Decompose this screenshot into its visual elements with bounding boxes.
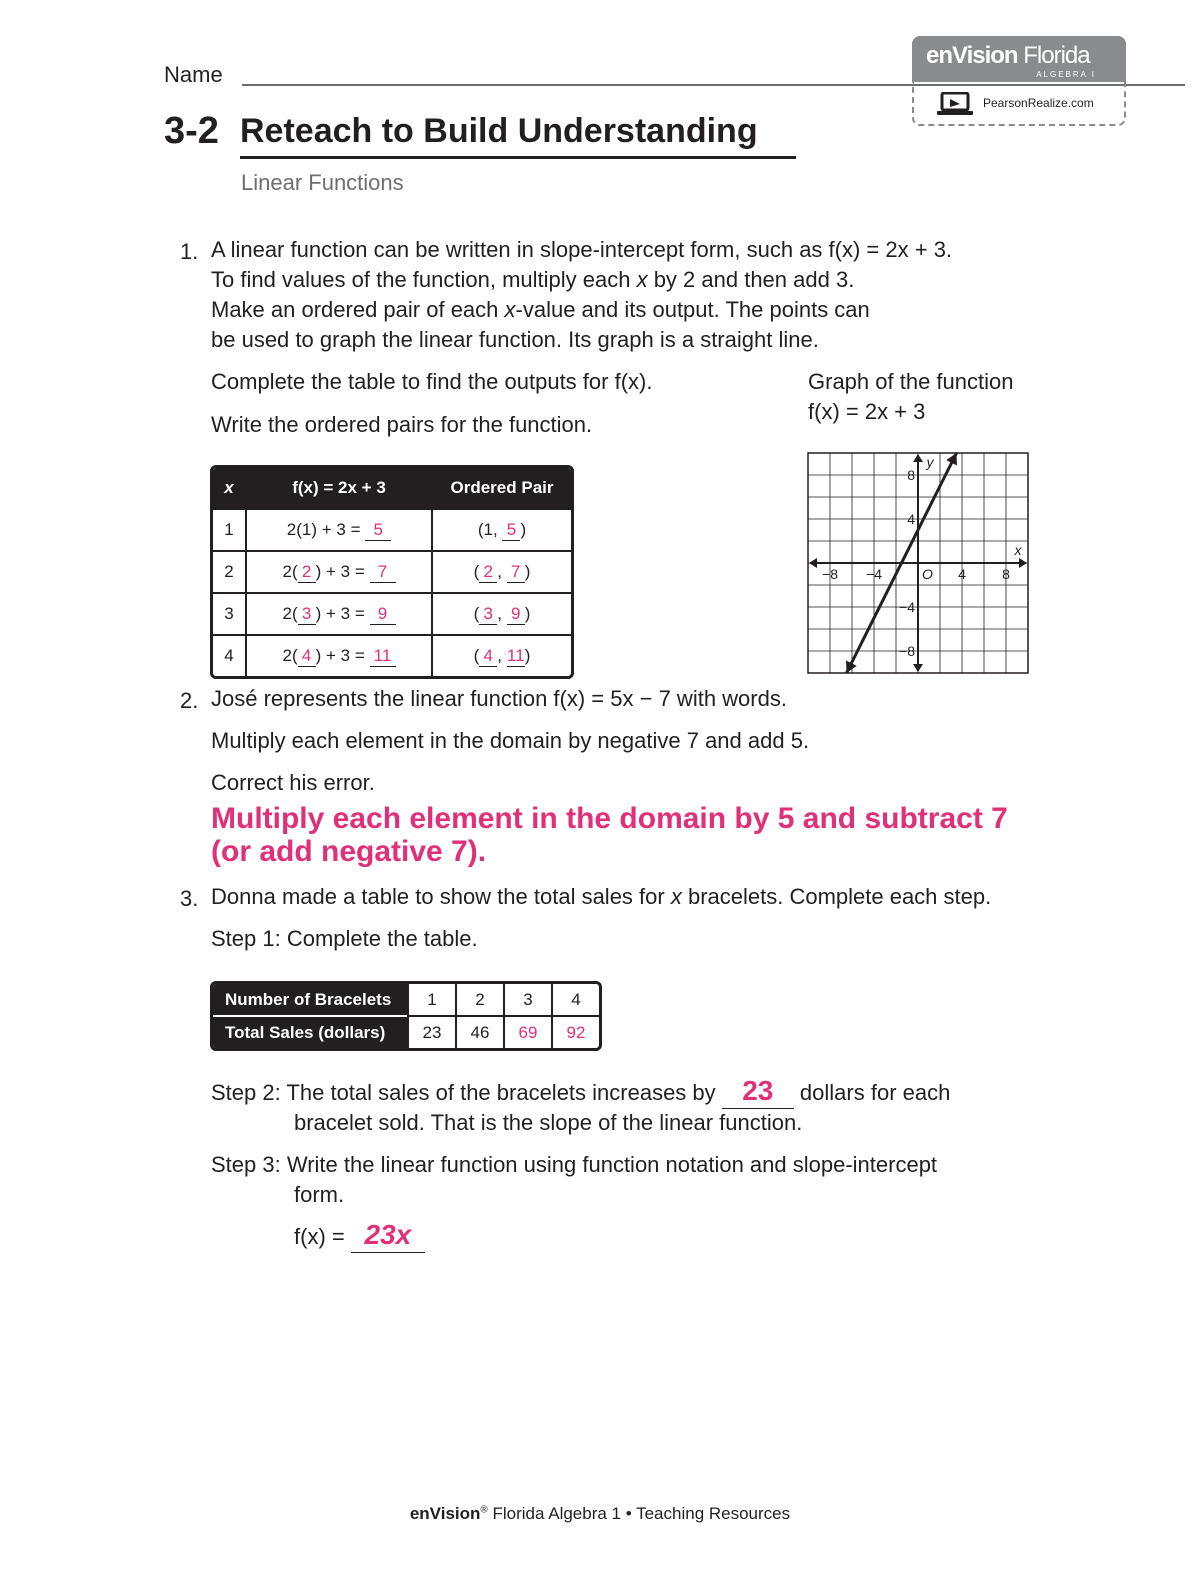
q1-prompt: A linear function can be written in slope-intercept form, such as f(x) = 2x + 3. To find values of the function, multiply each x by 2 and then add 3. Make an ordered pair of each x-value and its output. The points can be used to graph the linear function. Its graph is a straight line. — [211, 237, 953, 352]
pair-x-blank[interactable]: 4 — [479, 646, 497, 667]
y-axis-label: y — [926, 454, 934, 470]
pair-y-blank[interactable]: 9 — [507, 604, 525, 625]
x-tick-label: 4 — [958, 566, 966, 582]
bracelet-row-label: Number of Bracelets — [213, 984, 407, 1015]
step2-answer: 23 — [742, 1075, 774, 1106]
page-title: Reteach to Build Understanding — [240, 112, 758, 150]
fx-cell: 2( 2 ) + 3 = 7 — [245, 550, 431, 592]
pair-cell: (1, 5 ) — [431, 508, 571, 550]
step-2: Step 2: The total sales of the bracelets increases by 23 dollars for each — [211, 1078, 950, 1109]
name-label: Name — [164, 62, 223, 87]
logo-sub: ALGEBRA I — [1036, 70, 1096, 79]
input-blank[interactable]: 3 — [298, 604, 316, 625]
table-row — [213, 508, 571, 550]
x-cell: 4 — [213, 634, 245, 676]
website-link[interactable]: PearsonRealize.com — [983, 96, 1094, 110]
x-tick-label: −8 — [822, 566, 838, 582]
q3-number: 3. — [180, 886, 199, 911]
footer: enVision® Florida Algebra 1 • Teaching Resources — [409, 1504, 791, 1523]
step2-answer-blank[interactable] — [722, 1075, 794, 1109]
x-cell: 1 — [213, 508, 245, 550]
logo-region: Florida — [1023, 42, 1090, 69]
fx-cell: 2(1) + 3 = 5 — [245, 508, 431, 550]
step-3-function: f(x) = 23x — [294, 1222, 425, 1253]
q2-prompt: José represents the linear function f(x) = 5x − 7 with words. — [211, 686, 787, 711]
pair-cell: ( 3 , 9 ) — [431, 592, 571, 634]
function-table — [210, 465, 574, 679]
bracelet-count: 2 — [455, 984, 503, 1015]
logo-brand: enVision — [926, 42, 1018, 69]
q1-instruction-1: Complete the table to find the outputs for f(x). — [211, 369, 653, 394]
step-3-cont: form. — [294, 1182, 345, 1207]
sales-answer[interactable]: 92 — [551, 1015, 599, 1048]
bracelet-count: 4 — [551, 984, 599, 1015]
table-row — [213, 592, 571, 634]
bracelet-count: 3 — [503, 984, 551, 1015]
sales-row-label: Total Sales (dollars) — [213, 1015, 407, 1048]
step3-answer: 23x — [364, 1219, 412, 1250]
step-3: Step 3: Write the linear function using function notation and slope-intercept — [211, 1152, 938, 1177]
lesson-number: 3-2 — [164, 110, 219, 152]
sales-row — [213, 1015, 599, 1048]
q1-number: 1. — [180, 239, 199, 264]
step-2-cont: bracelet sold. That is the slope of the linear function. — [294, 1110, 803, 1135]
y-tick-label: −4 — [899, 599, 915, 615]
input-blank[interactable]: 2 — [298, 562, 316, 583]
graph-caption-1: Graph of the function — [808, 369, 1014, 394]
q2-answer: Multiply each element in the domain by 5 and subtract 7 (or add negative 7). — [211, 802, 1008, 868]
sales-value: 23 — [407, 1015, 455, 1048]
fx-cell: 2( 4 ) + 3 = 11 — [245, 634, 431, 676]
output-blank[interactable]: 11 — [370, 646, 396, 667]
graph-caption-2: f(x) = 2x + 3 — [808, 399, 926, 424]
fx-cell: 2( 3 ) + 3 = 9 — [245, 592, 431, 634]
q1-instruction-2: Write the ordered pairs for the function. — [211, 412, 593, 437]
x-axis-label: x — [1014, 542, 1022, 558]
pair-y-blank[interactable]: 11 — [506, 645, 525, 665]
output-blank[interactable]: 9 — [370, 604, 396, 625]
input-blank[interactable]: 4 — [298, 646, 316, 667]
pair-cell: ( 4 , 11) — [431, 634, 571, 676]
q2-instruction: Correct his error. — [211, 770, 375, 795]
envision-logo — [912, 36, 1126, 82]
title-underline — [240, 156, 796, 159]
table-row — [213, 634, 571, 676]
table-row — [213, 550, 571, 592]
function-graph — [806, 451, 1030, 675]
header-fx: f(x) = 2x + 3 — [245, 468, 431, 508]
x-cell: 2 — [213, 550, 245, 592]
bracelet-row — [213, 984, 599, 1015]
pair-y-blank[interactable]: 5 — [502, 520, 520, 541]
x-cell: 3 — [213, 592, 245, 634]
laptop-icon — [936, 92, 976, 116]
header-ordered-pair: Ordered Pair — [431, 468, 571, 508]
y-tick-label: 8 — [907, 467, 915, 483]
bracelet-count: 1 — [407, 984, 455, 1015]
x-tick-label: 8 — [1002, 566, 1010, 582]
bracelet-table — [210, 981, 602, 1051]
sales-answer[interactable]: 69 — [503, 1015, 551, 1048]
q2-words: Multiply each element in the domain by negative 7 and add 5. — [211, 728, 810, 753]
origin-label: O — [922, 566, 933, 582]
q2-number: 2. — [180, 688, 199, 713]
page-subtitle: Linear Functions — [241, 170, 404, 195]
y-tick-label: −8 — [899, 643, 915, 659]
header-x: x — [213, 468, 245, 508]
pair-x-blank[interactable]: 2 — [479, 562, 497, 583]
q3-prompt: Donna made a table to show the total sales for x bracelets. Complete each step. — [211, 884, 992, 909]
sales-value: 46 — [455, 1015, 503, 1048]
pair-y-blank[interactable]: 7 — [507, 562, 525, 583]
output-blank[interactable]: 7 — [370, 562, 396, 583]
y-tick-label: 4 — [907, 511, 915, 527]
output-blank[interactable]: 5 — [365, 520, 391, 541]
x-tick-label: −4 — [866, 566, 882, 582]
pair-x-blank[interactable]: 3 — [479, 604, 497, 625]
step-1: Step 1: Complete the table. — [211, 926, 478, 951]
pair-cell: ( 2 , 7 ) — [431, 550, 571, 592]
